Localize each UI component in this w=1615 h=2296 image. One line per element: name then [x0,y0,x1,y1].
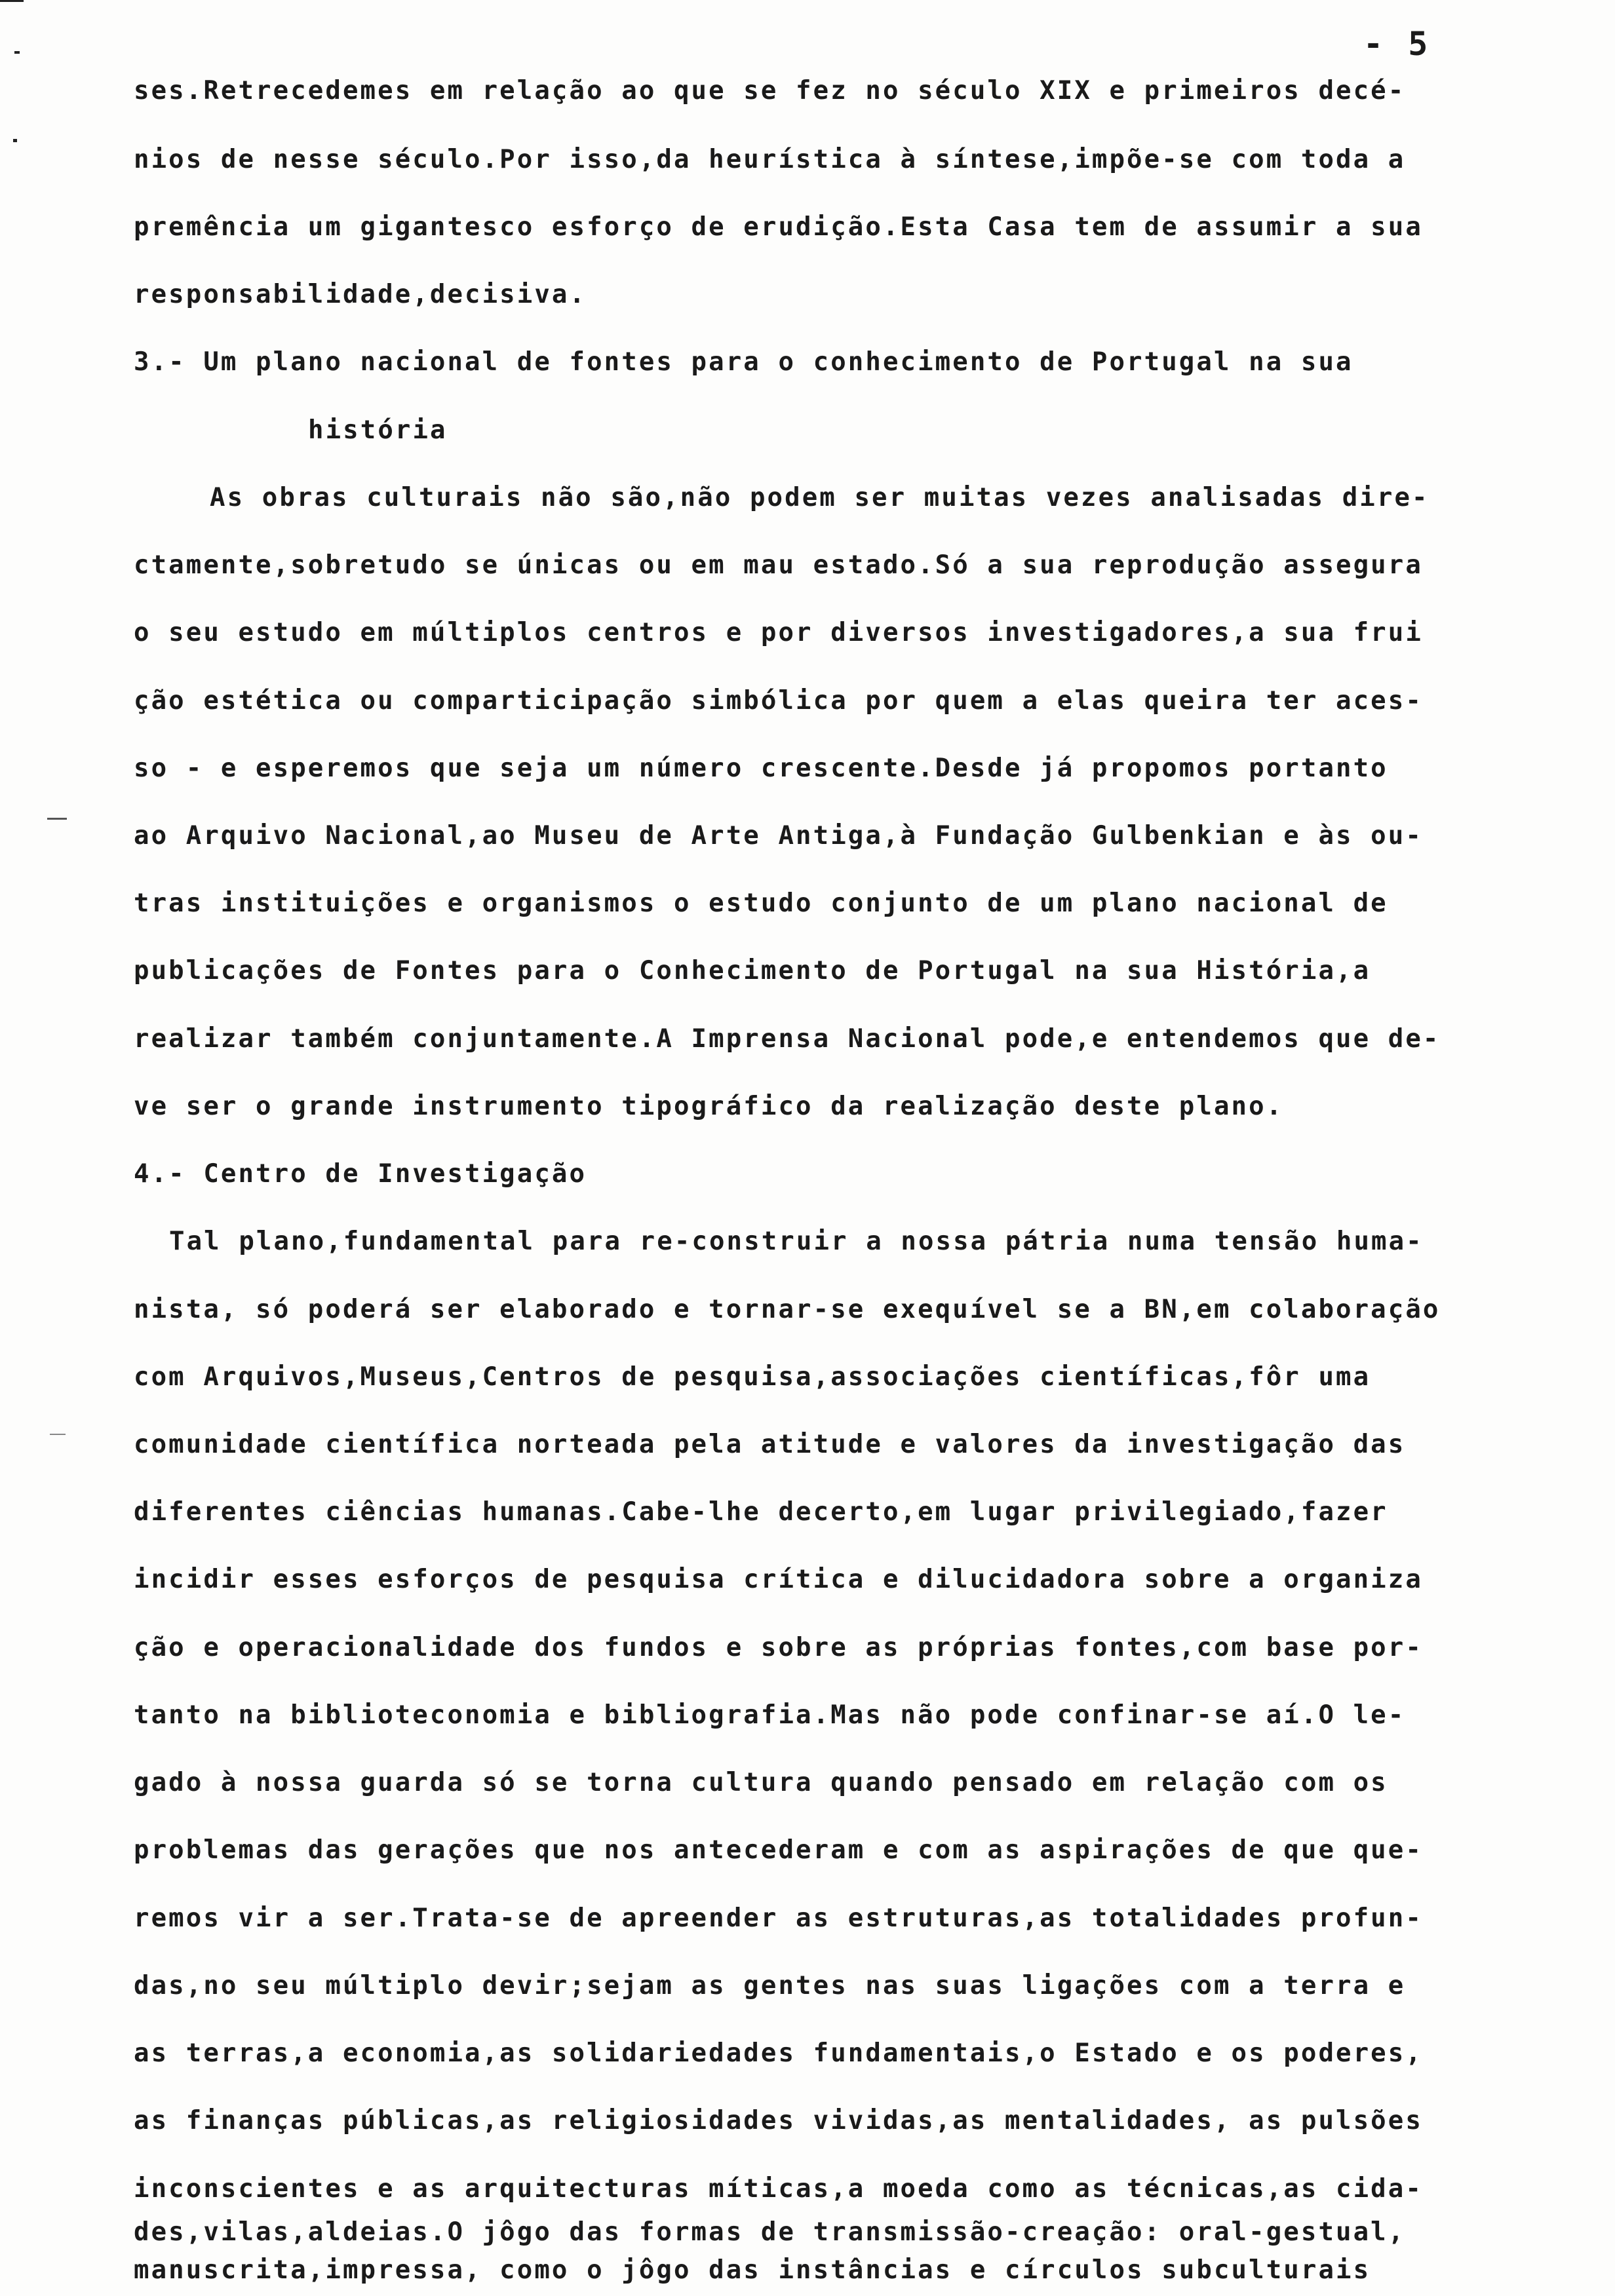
text-line: tras instituições e organismos o estudo conjunto de um plano nacional de [134,889,1388,918]
text-line: inconscientes e as arquitecturas míticas,a moeda como as técnicas,as cida- [134,2174,1423,2204]
section-heading: 3.- Um plano nacional de fontes para o conhecimento de Portugal na sua [134,347,1353,377]
text-line: diferentes ciências humanas.Cabe-lhe decerto,em lugar privilegiado,fazer [134,1497,1388,1527]
margin-mark [14,51,20,54]
text-line: ve ser o grande instrumento tipográfico da realização deste plano. [134,1092,1284,1121]
margin-mark [47,818,67,820]
text-line: o seu estudo em múltiplos centros e por diversos investigadores,a sua frui [134,618,1423,647]
page-number: - 5 [1363,25,1431,63]
top-edge-mark [0,0,24,2]
section-heading: 4.- Centro de Investigação [134,1159,587,1189]
text-line: nista, só poderá ser elaborado e tornar-se exequível se a BN,em colaboração [134,1295,1441,1324]
text-line: tanto na biblioteconomia e bibliografia.Mas não pode confinar-se aí.O le- [134,1700,1406,1730]
text-line: ctamente,sobretudo se únicas ou em mau estado.Só a sua reprodução assegura [134,550,1423,580]
text-line: Tal plano,fundamental para re-construir a nossa pátria numa tensão huma- [169,1227,1424,1256]
margin-mark [13,139,17,142]
text-line: remos vir a ser.Trata-se de apreender as estruturas,as totalidades profun- [134,1904,1423,1933]
text-line: das,no seu múltiplo devir;sejam as gentes nas suas ligações com a terra e [134,1971,1406,2000]
text-line: problemas das gerações que nos antecederam e com as aspirações de que que- [134,1835,1423,1865]
text-line: as finanças públicas,as religiosidades vividas,as mentalidades, as pulsões [134,2106,1423,2135]
text-line: As obras culturais não são,não podem ser muitas vezes analisadas dire- [210,483,1430,512]
text-line: ção estética ou comparticipação simbólica por quem a elas queira ter aces- [134,686,1423,716]
text-line: com Arquivos,Museus,Centros de pesquisa,associações científicas,fôr uma [134,1362,1371,1392]
text-line: responsabilidade,decisiva. [134,280,587,309]
text-line: publicações de Fontes para o Conhecimento de Portugal na sua História,a [134,956,1371,985]
text-line: ao Arquivo Nacional,ao Museu de Arte Antiga,à Fundação Gulbenkian e às ou- [134,821,1423,851]
text-line: ção e operacionalidade dos fundos e sobre as próprias fontes,com base por- [134,1633,1423,1662]
text-line: manuscrita,impressa, como o jôgo das instâncias e círculos subculturais [134,2255,1371,2285]
text-line: so - e esperemos que seja um número crescente.Desde já propomos portanto [134,754,1388,783]
section-heading: história [308,415,448,445]
text-line: comunidade científica norteada pela atitude e valores da investigação das [134,1430,1406,1459]
text-line: premência um gigantesco esforço de erudição.Esta Casa tem de assumir a sua [134,212,1423,242]
text-line: gado à nossa guarda só se torna cultura quando pensado em relação com os [134,1768,1388,1797]
text-line: realizar também conjuntamente.A Imprensa Nacional pode,e entendemos que de- [134,1024,1441,1054]
text-line: as terras,a economia,as solidariedades fundamentais,o Estado e os poderes, [134,2038,1423,2068]
text-line: ses.Retrecedemes em relação ao que se fez no século XIX e primeiros decé- [134,76,1406,105]
margin-mark [50,1434,66,1435]
text-line: nios de nesse século.Por isso,da heurística à síntese,impõe-se com toda a [134,145,1406,174]
text-line: incidir esses esforços de pesquisa crítica e dilucidadora sobre a organiza [134,1565,1423,1594]
text-line: des,vilas,aldeias.O jôgo das formas de transmissão-creação: oral-gestual, [134,2217,1406,2247]
